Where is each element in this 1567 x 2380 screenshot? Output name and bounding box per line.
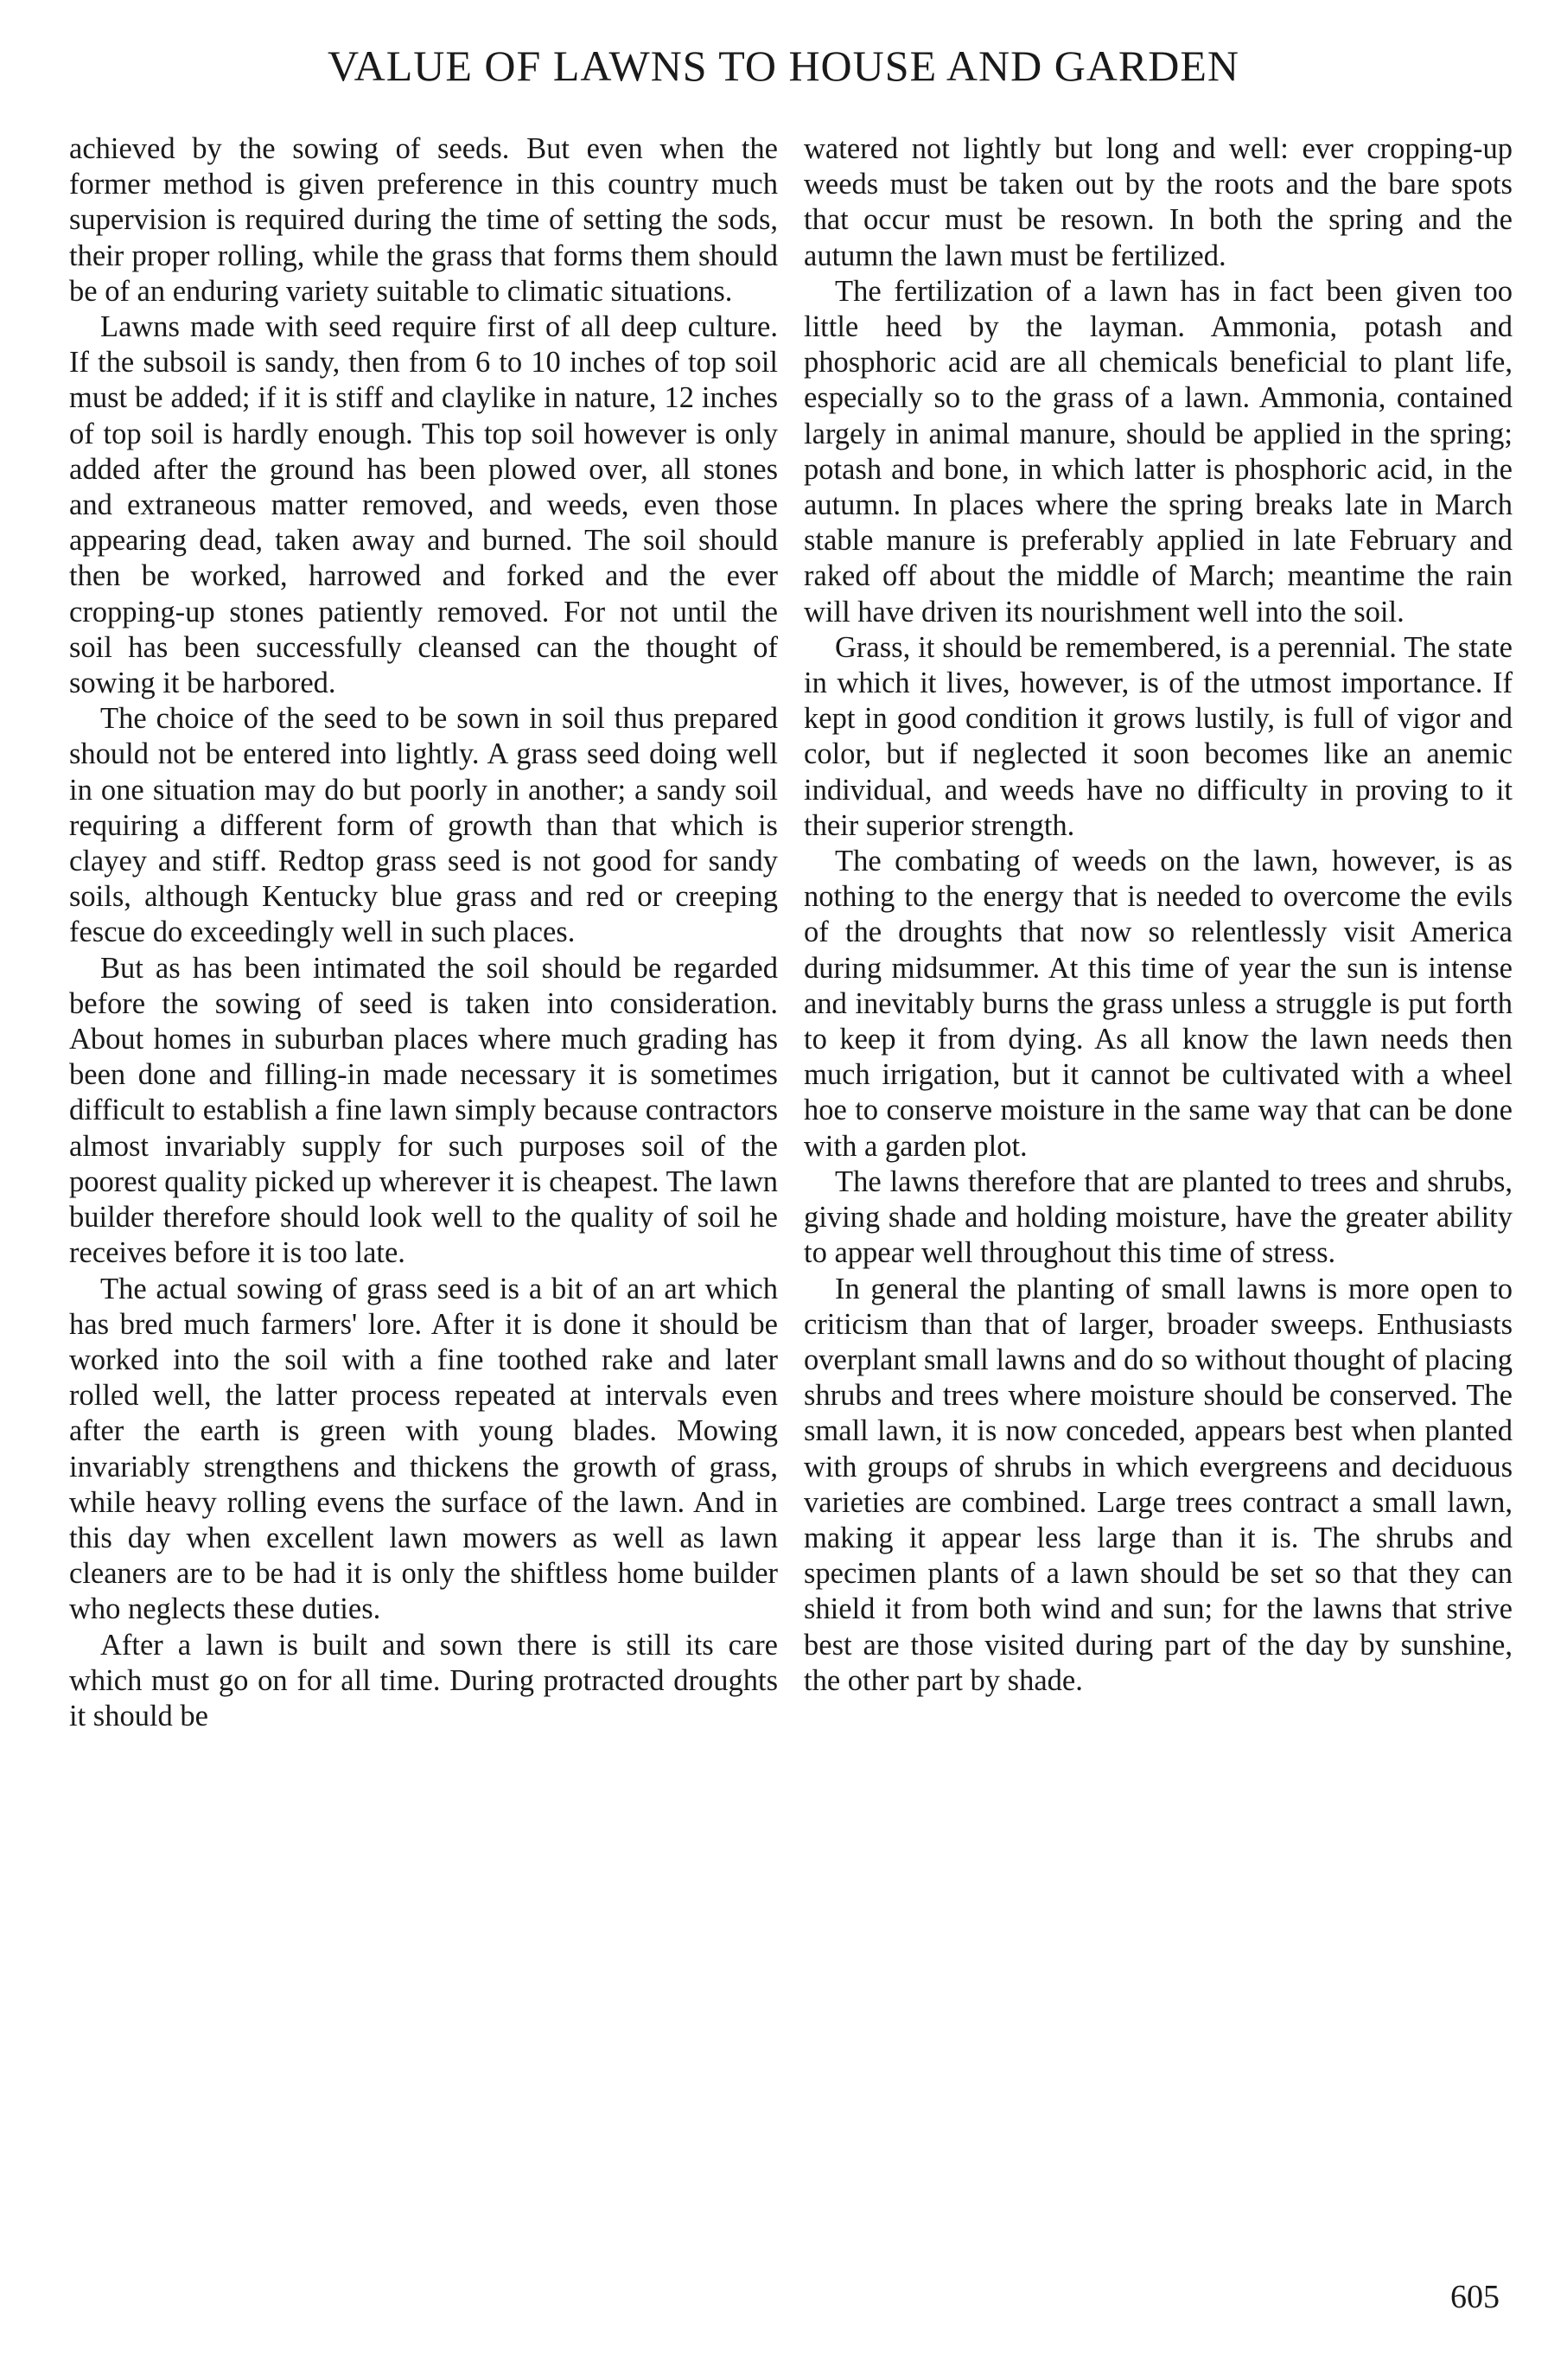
page-title: VALUE OF LAWNS TO HOUSE AND GARDEN: [327, 41, 1240, 90]
paragraph: watered not lightly but long and well: ever cropping-up weeds must be taken out by the roots and the bare spots that occur must be resown. In both the spring and the autumn the lawn must be fertilized.: [804, 132, 1513, 272]
paragraph: The combating of weeds on the lawn, however, is as nothing to the energy that is needed to overcome the evils of the droughts that now so relentlessly visit America during midsummer. At this time of year the sun is intense and inevitably burns the grass unless a struggle is put forth to keep it from dying. As all know the lawn needs then much irrigation, but it cannot be cultivated with a wheel hoe to conserve moisture in the same way that can be done with a garden plot.: [804, 845, 1513, 1163]
paragraph: But as has been intimated the soil should be regarded before the sowing of seed is taken into consideration. About homes in suburban places where much grading has been done and filling-in made necessary it is sometimes difficult to establish a fine lawn simply because contractors almost invariably supply for such purposes soil of the poorest quality picked up wherever it is cheapest. The lawn builder therefore should look well to the quality of soil he receives before it is too late.: [69, 951, 778, 1270]
paragraph: The actual sowing of grass seed is a bit of an art which has bred much farmers' lore. After it is done it should be worked into the soil with a fine toothed rake and later rolled well, the latter process repeated at intervals even after the earth is green with young blades. Mowing invariably strengthens and thickens the growth of grass, while heavy rolling evens the surface of the lawn. And in this day when excellent lawn mowers as well as lawn cleaners are to be had it is only the shiftless home builder who neglects these duties.: [69, 1272, 778, 1626]
paragraph: Grass, it should be remembered, is a perennial. The state in which it lives, however, is of the utmost importance. If kept in good condition it grows lustily, is full of vigor and color, but if neglected it soon becomes like an anemic individual, and weeds have no difficulty in proving to it their superior strength.: [804, 630, 1513, 842]
paragraph: After a lawn is built and sown there is still its care which must go on for all time. During protracted droughts it should be: [69, 1628, 778, 1732]
right-column: [804, 131, 1513, 1699]
paragraph: In general the planting of small lawns is more open to criticism than that of larger, broader sweeps. Enthusiasts overplant small lawns and do so without thought of placing shrubs and trees where moisture should be conserved. The small lawn, it is now conceded, appears best when planted with groups of shrubs in which evergreens and deciduous varieties are combined. Large trees contract a small lawn, making it appear less large than it is. The shrubs and specimen plants of a lawn should be set so that they can shield it from both wind and sun; for the lawns that strive best are those visited during part of the day by sunshine, the other part by shade.: [804, 1272, 1513, 1697]
paragraph: achieved by the sowing of seeds. But even when the former method is given preference in this country much supervision is required during the time of setting the sods, their proper rolling, while the grass that forms them should be of an enduring variety suitable to climatic situations.: [69, 132, 778, 308]
paragraph: The fertilization of a lawn has in fact been given too little heed by the layman. Ammonia, potash and phosphoric acid are all chemicals beneficial to plant life, especially so to the grass of a lawn. Ammonia, contained largely in animal manure, should be applied in the spring; potash and bone, in which latter is phosphoric acid, in the autumn. In places where the spring breaks late in March stable manure is preferably applied in late February and raked off about the middle of March; meantime the rain will have driven its nourishment well into the soil.: [804, 274, 1513, 628]
paragraph: The choice of the seed to be sown in soil thus prepared should not be entered into lightly. A grass seed doing well in one situation may do but poorly in another; a sandy soil requiring a different form of growth than that which is clayey and stiff. Redtop grass seed is not good for sandy soils, although Kentucky blue grass and red or creeping fescue do exceedingly well in such places.: [69, 702, 778, 949]
paragraph: The lawns therefore that are planted to trees and shrubs, giving shade and holding moisture, have the greater ability to appear well throughout this time of stress.: [804, 1164, 1513, 1270]
left-column: [69, 131, 778, 1734]
page-number: 605: [1450, 2279, 1500, 2315]
paragraph: Lawns made with seed require first of all deep culture. If the subsoil is sandy, then from 6 to 10 inches of top soil must be added; if it is stiff and claylike in nature, 12 inches of top soil is hardly enough. This top soil however is only added after the ground has been plowed over, all stones and extraneous matter removed, and weeds, even those appearing dead, taken away and burned. The soil should then be worked, harrowed and forked and the ever cropping-up stones patiently removed. For not until the soil has been successfully cleansed can the thought of sowing it be harbored.: [69, 310, 778, 700]
